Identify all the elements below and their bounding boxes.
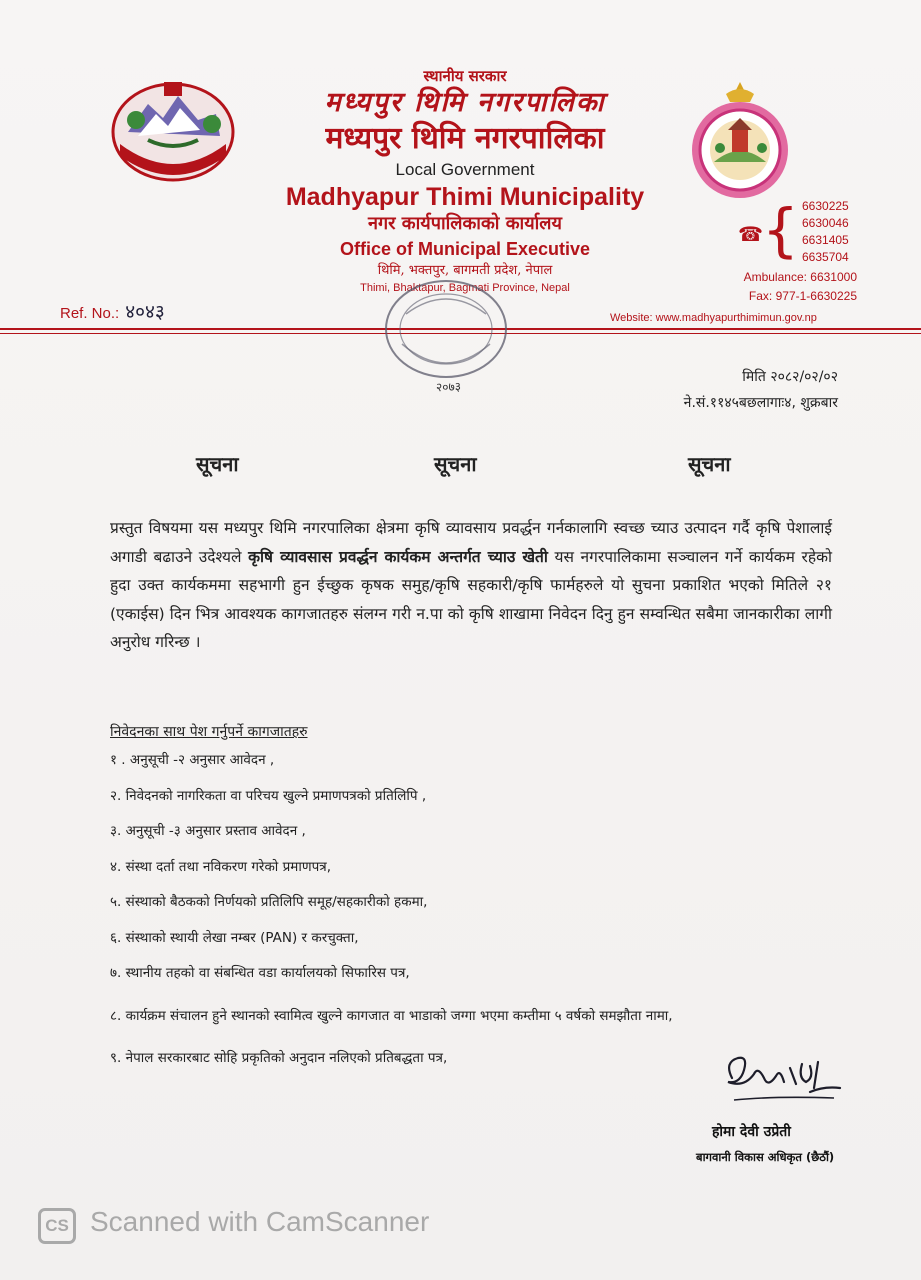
ref-label: Ref. No.: bbox=[60, 305, 120, 322]
handwritten-signature bbox=[714, 1048, 854, 1120]
phone-number: 6635704 bbox=[802, 250, 849, 264]
date-nepal-sambat: ने.सं.११४५बछलागाः४, शुक्रबार bbox=[683, 395, 838, 411]
document-item: ६. संस्थाको स्थायी लेखा नम्बर (PAN) र करचुक्ता, bbox=[110, 929, 359, 946]
body-text-bold: कृषि व्यावसास प्रवर्द्धन कार्यकम अन्तर्गत च्याउ खेती bbox=[248, 547, 548, 566]
date-block bbox=[608, 364, 838, 416]
seal-year: २०७३ bbox=[435, 379, 462, 395]
ref-value: ४०४३ bbox=[125, 301, 165, 323]
date-miti: मिति २०८२/०२/०२ bbox=[742, 369, 838, 385]
municipality-logo bbox=[686, 80, 794, 200]
telephone-icon: ☎ bbox=[738, 222, 763, 246]
phone-number-list bbox=[802, 198, 849, 266]
local-government-np: स्थानीय सरकार bbox=[423, 67, 507, 85]
municipality-name-ornate: मध्यपुर थिमि नगरपालिका bbox=[324, 87, 606, 118]
notice-heading: सूचना bbox=[434, 452, 477, 476]
brace-decoration: { bbox=[762, 196, 799, 264]
document-item: २. निवेदनको नागरिकता वा परिचय खुल्ने प्रमाणपत्रको प्रतिलिपि , bbox=[110, 787, 427, 804]
address-en: Thimi, Bhaktapur, Bagmati Province, Nepal bbox=[360, 282, 570, 294]
document-item: १ . अनुसूची -२ अनुसार आवेदन , bbox=[110, 752, 275, 768]
document-item: ३. अनुसूची -३ अनुसार प्रस्ताव आवेदन , bbox=[110, 823, 306, 839]
local-government-en: Local Government bbox=[395, 160, 535, 179]
office-seal-stamp bbox=[376, 274, 516, 394]
document-item: ९. नेपाल सरकारबाट सोहि प्रकृतिको अनुदान नलिएको प्रतिबद्धता पत्र, bbox=[110, 1050, 448, 1066]
camscanner-logo-icon: CS bbox=[38, 1208, 76, 1244]
document-item: ५. संस्थाको बैठकको निर्णयको प्रतिलिपि समूह/सहकारीको हकमा, bbox=[110, 894, 428, 910]
signatory-name: होमा देवी उप्रेती bbox=[712, 1124, 791, 1140]
fax-number: Fax: 977-1-6630225 bbox=[748, 289, 857, 303]
municipality-name-np: मध्यपुर थिमि नगरपालिका bbox=[325, 121, 605, 156]
notice-body-paragraph bbox=[110, 514, 832, 657]
phone-number: 6631405 bbox=[802, 233, 849, 247]
phone-number: 6630225 bbox=[802, 199, 849, 213]
phone-contacts bbox=[738, 196, 858, 276]
notice-heading: सूचना bbox=[196, 452, 239, 476]
body-text-part-2: यस नगरपालिकामा सञ्चालन गर्ने कार्यकम रहेको हुदा उक्त कार्यकममा सहभागी हुन ईच्छुक कृषक समुह/कृषि सहकारी/कृषि फार्महरुले यो सुचना प्रकाशित भएको मितिले २१ (एकाईस) दिन भित्र आवश्यक कागजातहरु संलग्न गरी न.पा को कृषि शाखामा निवेदन दिनु हुन सम्वन्धित सबैमा जानकारीका लागी अनुरोध गरिन्छ । bbox=[110, 547, 832, 651]
phone-number: 6630046 bbox=[802, 216, 849, 230]
body-text-part-1: प्रस्तुत विषयमा यस मध्यपुर थिमि नगरपालिका क्षेत्रमा कृषि व्यावसाय प्रवर्द्धन गर्नकालागि स्वच्छ च्याउ उत्पादन गर्दै कृषि पेशालाई अगाडी बढाउने उदेश्यले bbox=[110, 519, 832, 566]
nepal-emblem-logo bbox=[108, 74, 238, 184]
office-name-np: नगर कार्यपालिकाको कार्यालय bbox=[368, 213, 562, 234]
municipality-name-en: Madhyapur Thimi Municipality bbox=[285, 183, 645, 211]
required-documents-title: निवेदनका साथ पेश गर्नुपर्ने कागजातहरु bbox=[110, 724, 308, 740]
document-item: ४. संस्था दर्ता तथा नविकरण गरेको प्रमाणपत्र, bbox=[110, 858, 332, 875]
notice-heading: सूचना bbox=[688, 452, 731, 476]
document-item: ८. कार्यक्रम संचालन हुने स्थानको स्वामित्व खुल्ने कागजात वा भाडाको जग्गा भएमा कम्तीमा ५ वर्षको समझौता नामा, bbox=[110, 1007, 673, 1024]
letterhead-title-block bbox=[240, 66, 690, 296]
website-link[interactable]: Website: www.madhyapurthimimun.gov.np bbox=[610, 312, 817, 324]
required-documents-list bbox=[110, 750, 840, 1068]
ambulance-number: Ambulance: 6631000 bbox=[743, 270, 857, 284]
camscanner-watermark: Scanned with CamScanner bbox=[90, 1206, 430, 1237]
address-np: थिमि, भक्तपुर, बागमती प्रदेश, नेपाल bbox=[377, 263, 553, 278]
office-name-en: Office of Municipal Executive bbox=[339, 239, 591, 259]
reference-number bbox=[60, 298, 165, 324]
signatory-title: बागवानी विकास अधिकृत (छैठौं) bbox=[696, 1150, 835, 1164]
document-item: ७. स्थानीय तहको वा संबन्धित वडा कार्यालयको सिफारिस पत्र, bbox=[110, 965, 410, 981]
